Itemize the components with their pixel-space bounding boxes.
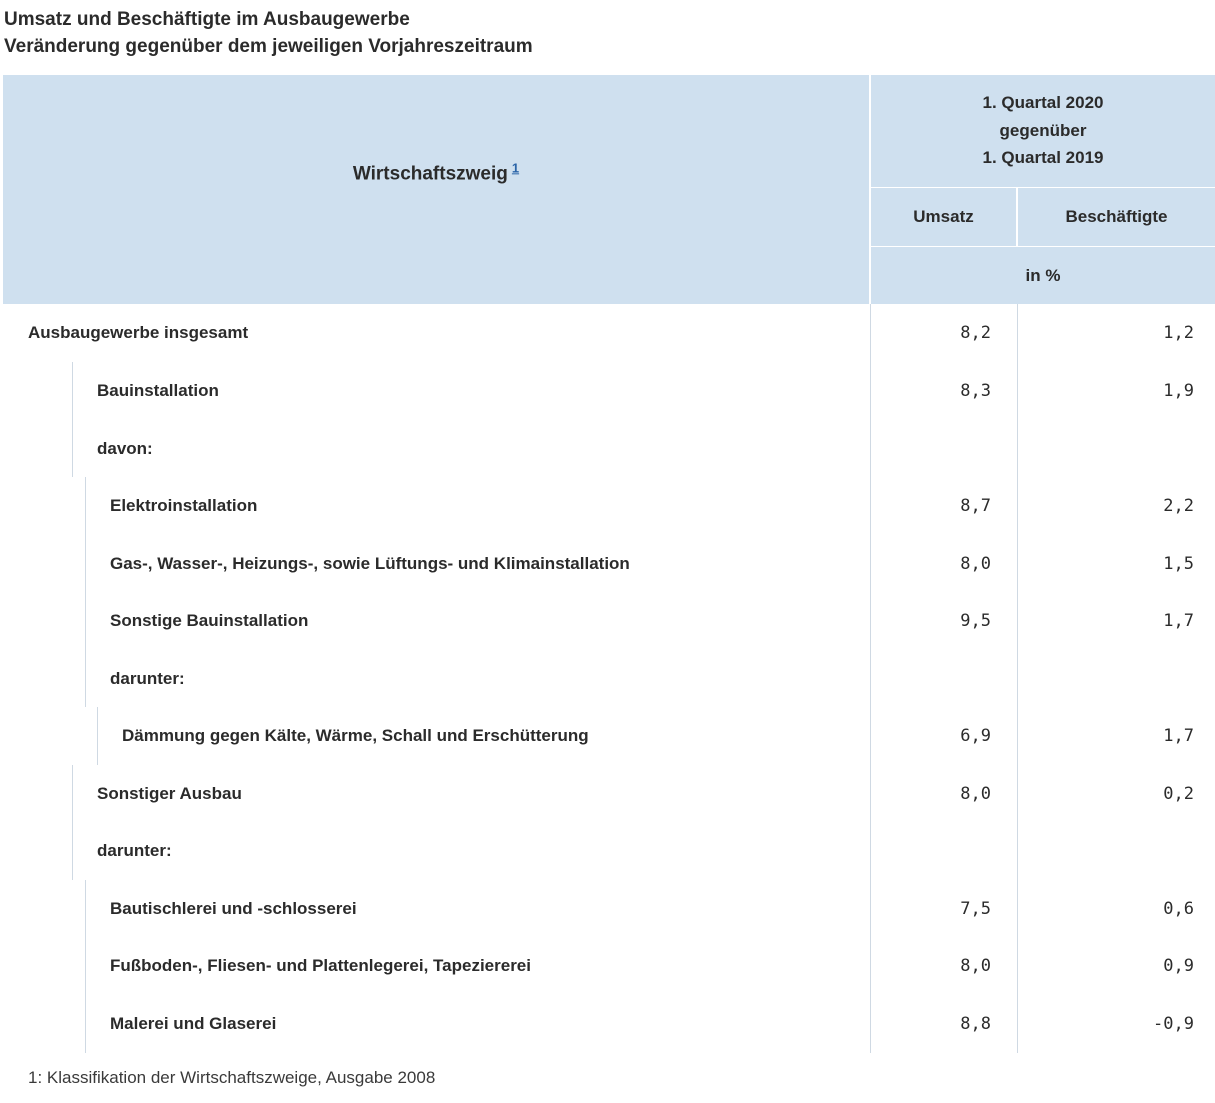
header-unit: in % (871, 247, 1215, 304)
row-beschaeftigte: 1,7 (1163, 610, 1194, 631)
table-row (0, 650, 1215, 707)
footnote-link[interactable]: 1 (511, 160, 520, 176)
row-beschaeftigte: 2,2 (1163, 495, 1194, 516)
header-period-cell (871, 75, 1215, 187)
table-row (0, 707, 1215, 764)
table-row (0, 592, 1215, 649)
table-row (0, 995, 1215, 1052)
header-branch-cell (3, 75, 869, 304)
row-umsatz: 8,2 (960, 322, 991, 343)
row-umsatz: 8,0 (960, 553, 991, 574)
row-beschaeftigte: 0,9 (1163, 955, 1194, 976)
period-line-1: 1. Quartal 2020 (982, 93, 1104, 112)
table-row (0, 362, 1215, 419)
row-label: davon: (97, 438, 153, 458)
row-label: Bautischlerei und -schlosserei (110, 898, 357, 918)
row-beschaeftigte: 1,5 (1163, 553, 1194, 574)
table-title (4, 6, 533, 60)
row-umsatz: 6,9 (960, 725, 991, 746)
row-umsatz: 9,5 (960, 610, 991, 631)
branch-label-text: Wirtschaftszweig (352, 163, 508, 185)
row-beschaeftigte: 1,7 (1163, 725, 1194, 746)
row-beschaeftigte: 1,2 (1163, 322, 1194, 343)
row-beschaeftigte: -0,9 (1153, 1013, 1194, 1034)
table-row (0, 535, 1215, 592)
table-row (0, 420, 1215, 477)
table-row (0, 937, 1215, 994)
row-umsatz: 8,0 (960, 783, 991, 804)
row-umsatz: 7,5 (960, 898, 991, 919)
row-label: darunter: (110, 668, 185, 688)
table-row (0, 304, 1215, 361)
title-line-1: Umsatz und Beschäftigte im Ausbaugewerbe (4, 9, 410, 30)
title-line-2: Veränderung gegenüber dem jeweiligen Vorjahreszeitraum (4, 36, 533, 57)
table-row (0, 822, 1215, 879)
table-row (0, 880, 1215, 937)
row-umsatz: 8,3 (960, 380, 991, 401)
row-label: Elektroinstallation (110, 495, 258, 515)
row-umsatz: 8,0 (960, 955, 991, 976)
row-label: Gas-, Wasser-, Heizungs-, sowie Lüftungs- und Klimainstallation (110, 553, 630, 573)
header-umsatz: Umsatz (871, 188, 1016, 246)
row-label: Sonstiger Ausbau (97, 783, 242, 803)
footnote-text: 1: Klassifikation der Wirtschaftszweige, Ausgabe 2008 (28, 1068, 436, 1087)
row-label: Bauinstallation (97, 380, 219, 400)
row-label: Dämmung gegen Kälte, Wärme, Schall und Erschütterung (122, 725, 589, 745)
row-umsatz: 8,8 (960, 1013, 991, 1034)
period-line-3: 1. Quartal 2019 (982, 148, 1104, 167)
row-umsatz: 8,7 (960, 495, 991, 516)
header-beschaeftigte: Beschäftigte (1018, 188, 1215, 246)
row-label: Sonstige Bauinstallation (110, 610, 309, 630)
row-label: Fußboden-, Fliesen- und Plattenlegerei, Tapeziererei (110, 955, 531, 975)
table-row (0, 477, 1215, 534)
period-line-2: gegenüber (999, 120, 1087, 140)
row-beschaeftigte: 0,6 (1163, 898, 1194, 919)
row-label: Ausbaugewerbe insgesamt (28, 322, 249, 342)
row-beschaeftigte: 0,2 (1163, 783, 1194, 804)
table-row (0, 765, 1215, 822)
row-label: Malerei und Glaserei (110, 1013, 277, 1033)
row-beschaeftigte: 1,9 (1163, 380, 1194, 401)
row-label: darunter: (97, 840, 172, 860)
header-branch-label (3, 160, 869, 185)
